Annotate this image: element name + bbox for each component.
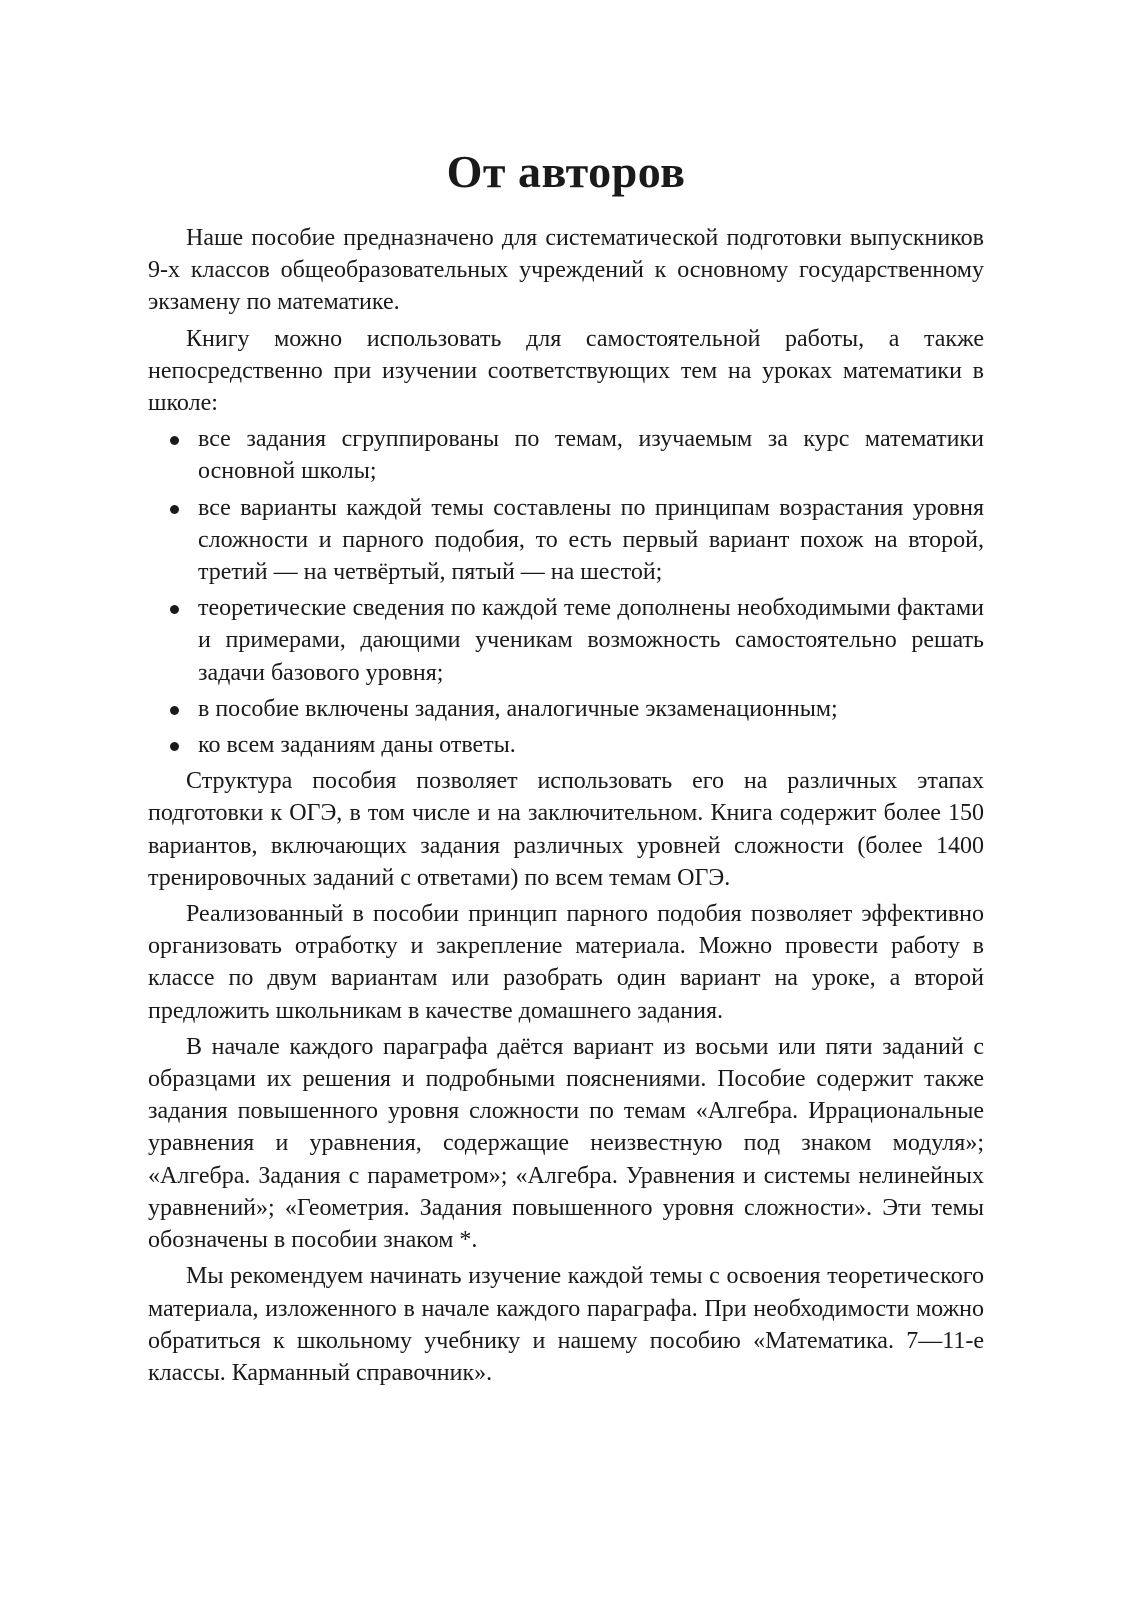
- paragraph-recommendation: Мы рекомендуем начинать изучение каждой темы с освоения теоретического материала, изложенного в начале каждого параграфа. При необходимости можно обратиться к школьному учебнику и нашему пособию «Математика. 7—11-е классы. Карманный справочник».: [148, 1263, 984, 1386]
- list-item: [148, 729, 984, 761]
- bullet-icon: [170, 505, 179, 514]
- paragraph-structure: Структура пособия позволяет использовать его на различных этапах подготовки к ОГЭ, в том числе и на заключительном. Книга содержит более 150 вариантов, включающих задания различных уровней сложности (более 1400 тренировочных заданий с ответами) по всем темам ОГЭ.: [148, 768, 984, 891]
- bullet-icon: [170, 436, 179, 445]
- list-item: [148, 693, 984, 725]
- paragraph-purpose: Наше пособие предназначено для систематической подготовки выпускников 9-х классов общеобразовательных учреждений к основному государственному экзамену по математике.: [148, 225, 984, 316]
- list-item-text: ко всем заданиям даны ответы.: [198, 732, 516, 759]
- paragraph-pairing: Реализованный в пособии принцип парного подобия позволяет эффективно организовать отработку и закрепление материала. Можно провести работу в классе по двум вариантам или разобрать один вариант на уроке, а второй предложить школьникам в качестве домашнего задания.: [148, 901, 984, 1024]
- features-list: [148, 423, 984, 761]
- bullet-icon: [170, 605, 179, 614]
- body-text: [148, 222, 984, 1393]
- list-item-text: в пособие включены задания, аналогичные экзаменационным;: [198, 695, 838, 722]
- bullet-icon: [170, 742, 179, 751]
- page-title: От авторов: [446, 146, 686, 197]
- list-item: [148, 492, 984, 589]
- list-item: [148, 423, 984, 487]
- bullet-icon: [170, 706, 179, 715]
- list-item: [148, 592, 984, 689]
- list-item-text: теоретические сведения по каждой теме дополнены необходимыми фактами и примерами, дающими ученикам возможность самостоятельно решать задачи базового уровня;: [198, 595, 984, 686]
- paragraph-contents: В начале каждого параграфа даётся вариант из восьми или пяти заданий с образцами их решения и подробными пояснениями. Пособие содержит также задания повышенного уровня сложности по темам «Алгебра. Иррациональные уравнения и уравнения, содержащие неизвестную под знаком модуля»; «Алгебра. Задания с параметром»; «Алгебра. Уравнения и системы нелинейных уравнений»; «Геометрия. Задания повышенного уровня сложности». Эти темы обозначены в пособии знаком *.: [148, 1033, 984, 1254]
- document-page: [148, 0, 984, 1600]
- list-item-text: все задания сгруппированы по темам, изучаемым за курс математики основной школы;: [198, 426, 984, 485]
- list-item-text: все варианты каждой темы составлены по принципам возрастания уровня сложности и парного подобия, то есть первый вариант похож на второй, третий — на четвёртый, пятый — на шестой;: [198, 494, 984, 586]
- paragraph-usage: Книгу можно использовать для самостоятельной работы, а также непосредственно при изучении соответствующих тем на уроках математики в школе:: [148, 325, 984, 417]
